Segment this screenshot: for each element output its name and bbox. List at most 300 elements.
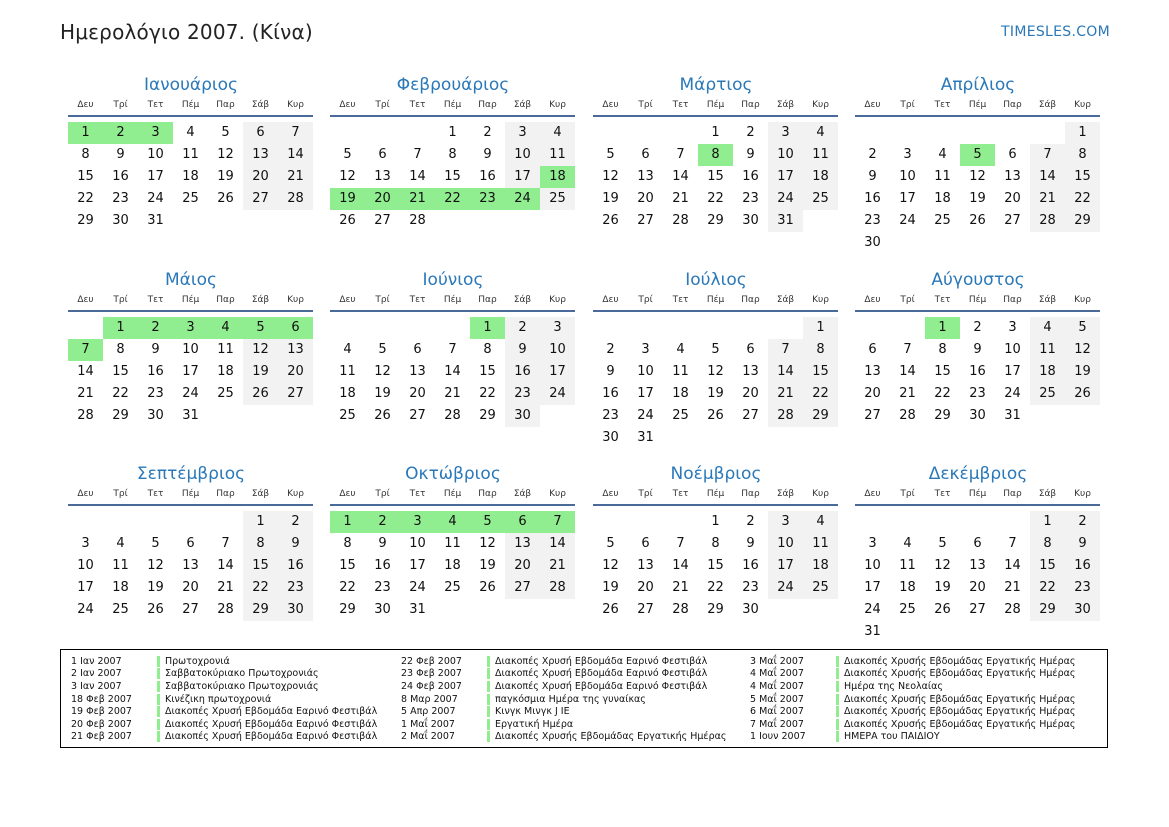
day-cell: 11: [444, 536, 461, 551]
day-cell: 26: [243, 383, 278, 405]
day-cell: 22: [934, 386, 951, 401]
weekday-header: [855, 487, 1101, 501]
header-divider: [855, 115, 1100, 117]
weekday-header: [68, 487, 314, 501]
day-cell: 10: [409, 536, 426, 551]
day-cell: 13: [409, 364, 426, 379]
day-cell: 28: [1004, 602, 1021, 617]
empty-cell: [890, 317, 925, 339]
day-cell: 9: [378, 536, 387, 551]
day-cell: 8: [803, 339, 838, 361]
day-cell: 6: [641, 147, 650, 162]
day-cell: 4: [116, 536, 125, 551]
holiday-legend: [60, 649, 1108, 748]
empty-cell: [208, 511, 243, 533]
day-cell: 20: [1004, 191, 1021, 206]
day-cell: 17: [540, 361, 575, 383]
holiday-day-cell: 1: [330, 511, 365, 533]
legend-row: [401, 668, 726, 681]
day-cell: 13: [182, 558, 199, 573]
day-cell: 5: [1065, 317, 1100, 339]
day-cell: 14: [217, 558, 234, 573]
day-cell: 21: [444, 386, 461, 401]
day-cell: 28: [540, 577, 575, 599]
day-cell: 14: [672, 169, 689, 184]
weekday-label: Κυρ: [812, 489, 829, 499]
month-calendar: [330, 269, 576, 427]
day-cell: 10: [1004, 342, 1021, 357]
day-cell: 15: [1065, 166, 1100, 188]
empty-cell: [628, 122, 663, 144]
holiday-date: 23 Φεβ 2007: [401, 668, 462, 680]
day-cell: 29: [243, 599, 278, 621]
weekday-label: Παρ: [1003, 295, 1022, 305]
day-cell: 4: [1030, 317, 1065, 339]
day-cell: 27: [1004, 213, 1021, 228]
empty-cell: [890, 511, 925, 533]
day-cell: 24: [1004, 386, 1021, 401]
day-cell: 26: [479, 580, 496, 595]
day-cell: 12: [479, 536, 496, 551]
holiday-color-swatch: [487, 668, 490, 679]
day-cell: 29: [112, 408, 129, 423]
weekday-label: Σάβ: [1038, 100, 1057, 110]
day-cell: 3: [641, 342, 650, 357]
legend-row: [71, 731, 377, 744]
day-cell: 25: [1030, 383, 1065, 405]
day-cell: 29: [1065, 210, 1100, 232]
holiday-name: Διακοπές Χρυσής Εβδομάδας Εργατικής Ημέρας: [844, 655, 1076, 667]
day-cell: 5: [711, 342, 720, 357]
month-name: Οκτώβριος: [405, 464, 501, 484]
day-cell: 11: [217, 342, 234, 357]
day-cell: 2: [868, 147, 877, 162]
day-cell: 10: [864, 558, 881, 573]
day-cell: 17: [637, 386, 654, 401]
day-cell: 20: [969, 580, 986, 595]
day-cell: 1: [1030, 511, 1065, 533]
day-cell: 17: [768, 166, 803, 188]
day-cell: 16: [742, 558, 759, 573]
holiday-name: Διακοπές Χρυσή Εβδομάδα Εαρινό Φεστιβάλ: [495, 680, 708, 692]
empty-cell: [960, 122, 995, 144]
day-cell: 26: [602, 602, 619, 617]
weekday-label: Πέμ: [181, 489, 200, 499]
day-cell: 13: [505, 533, 540, 555]
day-cell: 9: [278, 533, 313, 555]
day-cell: 28: [899, 408, 916, 423]
day-cell: 11: [672, 364, 689, 379]
day-cell: 6: [413, 342, 422, 357]
day-cell: 2: [746, 514, 755, 529]
holiday-day-cell: 8: [698, 144, 733, 166]
weekday-label: Κυρ: [812, 295, 829, 305]
weekday-label: Κυρ: [1074, 295, 1091, 305]
day-cell: 27: [374, 213, 391, 228]
day-cell: 16: [864, 191, 881, 206]
holiday-color-swatch: [157, 706, 160, 717]
holiday-date: 1 Μαΐ 2007: [401, 718, 455, 730]
day-cell: 20: [278, 361, 313, 383]
weekday-label: Δευ: [602, 100, 619, 110]
day-cell: 10: [637, 364, 654, 379]
month-calendar: [330, 74, 576, 232]
holiday-day-cell: 4: [208, 317, 243, 339]
weekday-label: Σάβ: [513, 295, 532, 305]
day-cell: 23: [374, 580, 391, 595]
header-divider: [593, 504, 838, 506]
day-cell: 24: [77, 602, 94, 617]
holiday-color-swatch: [157, 694, 160, 705]
day-cell: 28: [217, 602, 234, 617]
holiday-day-cell: 2: [138, 317, 173, 339]
day-cell: 6: [746, 342, 755, 357]
weekday-label: Πέμ: [968, 489, 987, 499]
day-cell: 31: [182, 408, 199, 423]
weekday-label: Σάβ: [513, 489, 532, 499]
holiday-date: 7 Μαΐ 2007: [750, 718, 804, 730]
day-cell: 30: [112, 213, 129, 228]
empty-cell: [733, 317, 768, 339]
empty-cell: [400, 317, 435, 339]
day-cell: 14: [278, 144, 313, 166]
day-cell: 12: [374, 364, 391, 379]
holiday-color-swatch: [487, 656, 490, 667]
legend-row: [750, 693, 1075, 706]
day-cell: 27: [243, 188, 278, 210]
weekday-label: Τετ: [934, 489, 951, 499]
day-cell: 30: [147, 408, 164, 423]
weekday-label: Πέμ: [181, 100, 200, 110]
day-cell: 31: [1004, 408, 1021, 423]
header-divider: [330, 115, 575, 117]
day-cell: 18: [112, 580, 129, 595]
legend-row: [71, 655, 377, 668]
day-cell: 1: [711, 125, 720, 140]
day-cell: 8: [81, 147, 90, 162]
day-cell: 9: [1065, 533, 1100, 555]
day-cell: 25: [217, 386, 234, 401]
holiday-date: 4 Μαΐ 2007: [750, 668, 804, 680]
day-cell: 21: [1030, 188, 1065, 210]
day-cell: 29: [707, 602, 724, 617]
day-cell: 4: [803, 122, 838, 144]
day-cell: 26: [1065, 383, 1100, 405]
legend-row: [750, 705, 1075, 718]
day-cell: 29: [707, 213, 724, 228]
day-cell: 3: [868, 536, 877, 551]
legend-row: [750, 731, 1075, 744]
header-divider: [68, 310, 313, 312]
day-cell: 30: [602, 430, 619, 445]
month-calendar: [593, 269, 839, 449]
day-cell: 3: [81, 536, 90, 551]
day-grid: [68, 511, 314, 621]
day-cell: 11: [339, 364, 356, 379]
day-cell: 9: [116, 147, 125, 162]
day-cell: 3: [1008, 320, 1017, 335]
legend-row: [750, 680, 1075, 693]
weekday-label: Τετ: [147, 295, 164, 305]
weekday-header: [68, 293, 314, 307]
day-grid: [593, 317, 839, 449]
page-title: Ημερολόγιο 2007. (Κίνα): [60, 20, 313, 44]
empty-cell: [995, 122, 1030, 144]
holiday-color-swatch: [487, 681, 490, 692]
empty-cell: [698, 317, 733, 339]
holiday-day-cell: 20: [365, 188, 400, 210]
day-cell: 30: [742, 213, 759, 228]
day-grid: [855, 122, 1101, 254]
month-name: Αύγουστος: [931, 270, 1025, 290]
day-cell: 7: [676, 536, 685, 551]
weekday-label: Παρ: [478, 489, 497, 499]
day-cell: 12: [147, 558, 164, 573]
weekday-label: Τετ: [672, 489, 689, 499]
day-cell: 20: [637, 580, 654, 595]
empty-cell: [1030, 122, 1065, 144]
day-cell: 3: [505, 122, 540, 144]
holiday-date: 20 Φεβ 2007: [71, 718, 132, 730]
weekday-label: Τετ: [409, 295, 426, 305]
day-cell: 12: [707, 364, 724, 379]
day-cell: 22: [77, 191, 94, 206]
day-cell: 11: [899, 558, 916, 573]
empty-cell: [330, 122, 365, 144]
day-cell: 23: [147, 386, 164, 401]
day-cell: 19: [934, 580, 951, 595]
day-cell: 9: [151, 342, 160, 357]
month-name: Ιούλιος: [685, 270, 747, 290]
holiday-day-cell: 1: [470, 317, 505, 339]
weekday-header: [330, 98, 576, 112]
legend-row: [71, 680, 377, 693]
holiday-day-cell: 6: [505, 511, 540, 533]
day-cell: 12: [969, 169, 986, 184]
day-cell: 21: [672, 191, 689, 206]
day-cell: 25: [934, 213, 951, 228]
day-cell: 10: [505, 144, 540, 166]
empty-cell: [768, 317, 803, 339]
day-cell: 19: [602, 580, 619, 595]
day-cell: 4: [803, 511, 838, 533]
empty-cell: [960, 511, 995, 533]
day-cell: 29: [803, 405, 838, 427]
day-cell: 15: [339, 558, 356, 573]
day-cell: 22: [339, 580, 356, 595]
holiday-name: Κινγκ Μινγκ J IE: [495, 706, 570, 718]
weekday-label: Τρί: [638, 100, 653, 110]
day-cell: 31: [409, 602, 426, 617]
day-grid: [330, 317, 576, 427]
weekday-label: Τρί: [113, 295, 128, 305]
day-cell: 26: [217, 191, 234, 206]
weekday-label: Τρί: [113, 100, 128, 110]
holiday-date: 6 Μαΐ 2007: [750, 706, 804, 718]
legend-row: [401, 655, 726, 668]
weekday-label: Τετ: [409, 489, 426, 499]
weekday-label: Κυρ: [1074, 489, 1091, 499]
day-cell: 2: [278, 511, 313, 533]
holiday-date: 3 Μαΐ 2007: [750, 655, 804, 667]
day-cell: 5: [221, 125, 230, 140]
holiday-color-swatch: [836, 694, 839, 705]
weekday-label: Παρ: [216, 295, 235, 305]
day-cell: 25: [672, 408, 689, 423]
holiday-date: 3 Ιαν 2007: [71, 680, 122, 692]
holiday-color-swatch: [487, 731, 490, 742]
weekday-label: Δευ: [602, 489, 619, 499]
day-grid: [330, 122, 576, 232]
weekday-label: Παρ: [1003, 489, 1022, 499]
holiday-name: Διακοπές Χρυσής Εβδομάδας Εργατικής Ημέρας: [495, 731, 727, 743]
day-cell: 20: [182, 580, 199, 595]
empty-cell: [593, 122, 628, 144]
weekday-label: Κυρ: [287, 489, 304, 499]
day-cell: 2: [606, 342, 615, 357]
empty-cell: [365, 317, 400, 339]
day-grid: [68, 317, 314, 427]
holiday-day-cell: 3: [173, 317, 208, 339]
holiday-day-cell: 1: [925, 317, 960, 339]
weekday-header: [593, 487, 839, 501]
weekday-label: Δευ: [602, 295, 619, 305]
day-cell: 8: [116, 342, 125, 357]
legend-row: [401, 731, 726, 744]
day-cell: 14: [1004, 558, 1021, 573]
day-cell: 6: [243, 122, 278, 144]
day-cell: 16: [505, 361, 540, 383]
day-cell: 27: [182, 602, 199, 617]
day-cell: 22: [803, 383, 838, 405]
day-cell: 11: [803, 144, 838, 166]
day-cell: 23: [278, 577, 313, 599]
holiday-day-cell: 21: [400, 188, 435, 210]
day-cell: 30: [742, 602, 759, 617]
month-name: Ιανουάριος: [143, 75, 239, 95]
day-cell: 7: [1030, 144, 1065, 166]
day-cell: 10: [182, 342, 199, 357]
day-cell: 17: [409, 558, 426, 573]
empty-cell: [330, 317, 365, 339]
day-cell: 18: [803, 166, 838, 188]
weekday-label: Δευ: [77, 489, 94, 499]
day-cell: 16: [602, 386, 619, 401]
day-cell: 26: [147, 602, 164, 617]
day-cell: 15: [77, 169, 94, 184]
day-cell: 30: [278, 599, 313, 621]
day-cell: 28: [77, 408, 94, 423]
day-cell: 17: [899, 191, 916, 206]
day-cell: 18: [339, 386, 356, 401]
day-cell: 17: [182, 364, 199, 379]
holiday-day-cell: 5: [960, 144, 995, 166]
day-cell: 13: [742, 364, 759, 379]
day-cell: 8: [938, 342, 947, 357]
day-cell: 8: [1030, 533, 1065, 555]
holiday-date: 21 Φεβ 2007: [71, 731, 132, 743]
legend-row: [750, 655, 1075, 668]
weekday-label: Παρ: [478, 295, 497, 305]
weekday-label: Τρί: [638, 295, 653, 305]
holiday-date: 4 Μαΐ 2007: [750, 680, 804, 692]
day-cell: 17: [147, 169, 164, 184]
day-cell: 15: [934, 364, 951, 379]
weekday-label: Πέμ: [706, 100, 725, 110]
header-divider: [68, 504, 313, 506]
empty-cell: [138, 511, 173, 533]
weekday-label: Σάβ: [251, 295, 270, 305]
weekday-label: Πέμ: [968, 100, 987, 110]
weekday-label: Πέμ: [443, 100, 462, 110]
weekday-header: [68, 98, 314, 112]
day-cell: 31: [864, 624, 881, 639]
weekday-label: Σάβ: [513, 100, 532, 110]
weekday-label: Τρί: [375, 489, 390, 499]
month-name: Νοέμβριος: [670, 464, 762, 484]
day-cell: 12: [339, 169, 356, 184]
holiday-day-cell: 1: [68, 122, 103, 144]
legend-row: [71, 705, 377, 718]
weekday-label: Πέμ: [181, 295, 200, 305]
weekday-header: [330, 293, 576, 307]
holiday-date: 19 Φεβ 2007: [71, 706, 132, 718]
weekday-label: Δευ: [339, 100, 356, 110]
holiday-date: 1 Ιαν 2007: [71, 655, 122, 667]
header-divider: [330, 504, 575, 506]
weekday-label: Σάβ: [776, 295, 795, 305]
weekday-label: Σάβ: [251, 100, 270, 110]
day-cell: 12: [602, 558, 619, 573]
header-divider: [855, 504, 1100, 506]
day-cell: 14: [409, 169, 426, 184]
day-cell: 30: [505, 405, 540, 427]
legend-column: [71, 655, 377, 743]
holiday-name: Διακοπές Χρυσή Εβδομάδα Εαρινό Φεστιβάλ: [165, 718, 378, 730]
day-cell: 23: [742, 580, 759, 595]
month-calendar: [68, 463, 314, 621]
day-grid: [68, 122, 314, 232]
day-cell: 21: [77, 386, 94, 401]
empty-cell: [400, 122, 435, 144]
holiday-day-cell: 2: [103, 122, 138, 144]
day-cell: 28: [444, 408, 461, 423]
day-cell: 19: [217, 169, 234, 184]
day-cell: 26: [602, 213, 619, 228]
day-cell: 5: [378, 342, 387, 357]
month-name: Φεβρουάριος: [396, 75, 510, 95]
holiday-date: 2 Μαΐ 2007: [401, 731, 455, 743]
day-cell: 23: [864, 213, 881, 228]
brand-link[interactable]: TIMESLES.COM: [1001, 24, 1110, 40]
day-cell: 12: [217, 147, 234, 162]
day-cell: 27: [969, 602, 986, 617]
empty-cell: [925, 511, 960, 533]
empty-cell: [890, 122, 925, 144]
day-cell: 10: [540, 339, 575, 361]
legend-row: [401, 705, 726, 718]
empty-cell: [628, 511, 663, 533]
day-cell: 16: [374, 558, 391, 573]
weekday-label: Πέμ: [443, 489, 462, 499]
day-cell: 30: [374, 602, 391, 617]
day-cell: 7: [676, 147, 685, 162]
day-cell: 21: [1004, 580, 1021, 595]
holiday-color-swatch: [157, 681, 160, 692]
day-cell: 22: [1030, 577, 1065, 599]
empty-cell: [628, 317, 663, 339]
weekday-label: Παρ: [1003, 100, 1022, 110]
